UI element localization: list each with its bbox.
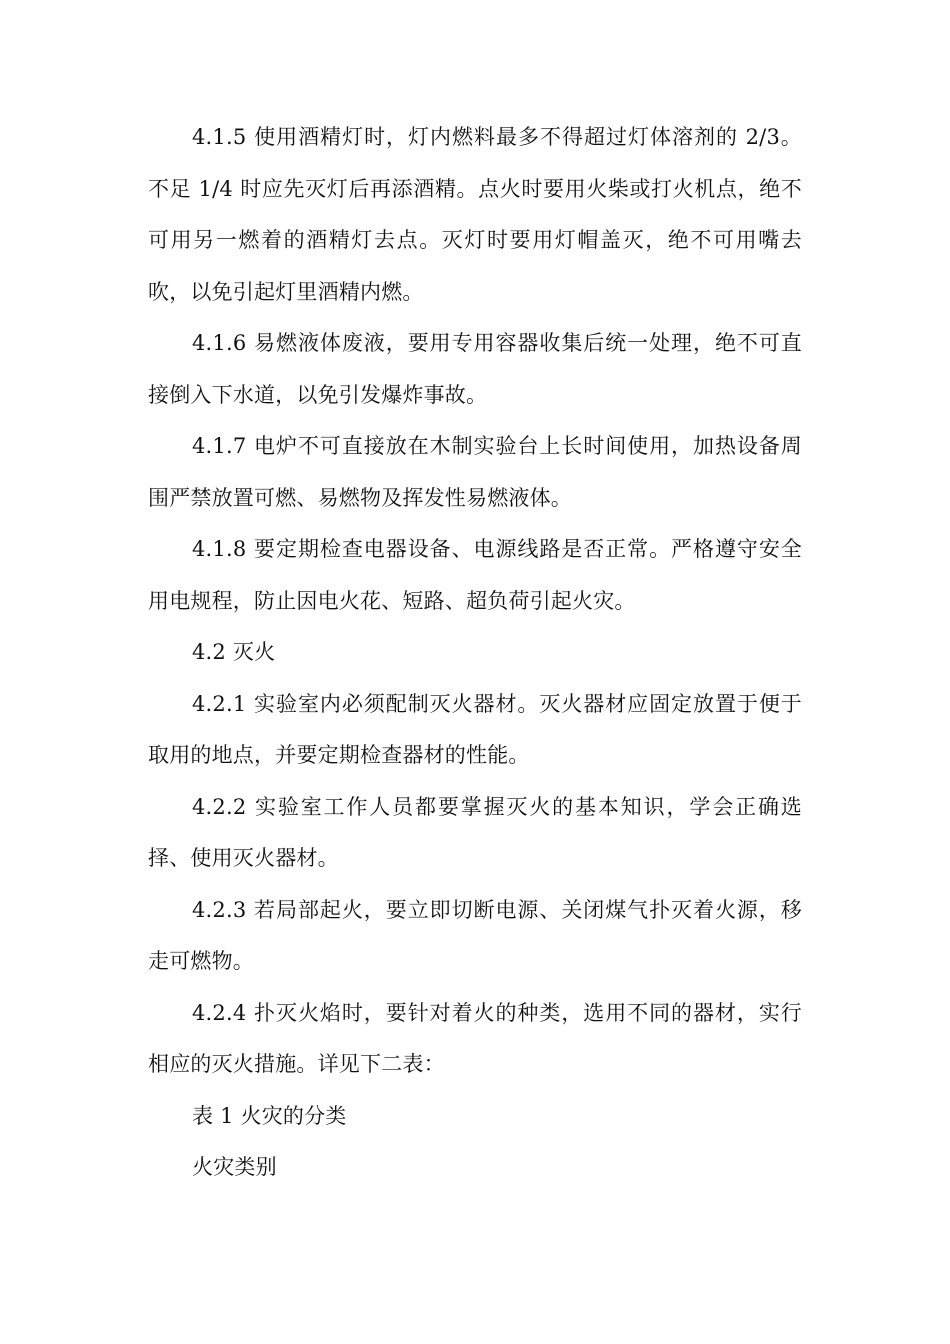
paragraph-4-1-7: 4.1.7 电炉不可直接放在木制实验台上长时间使用，加热设备周围严禁放置可燃、易燃物及挥发性易燃液体。 — [148, 434, 802, 510]
paragraph-4-2-3: 4.2.3 若局部起火，要立即切断电源、关闭煤气扑灭着火源，移走可燃物。 — [148, 897, 802, 973]
paragraph-4-1-6: 4.1.6 易燃液体废液，要用专用容器收集后统一处理，绝不可直接倒入下水道，以免引发爆炸事故。 — [148, 331, 802, 407]
paragraph-4-2-4: 4.2.4 扑灭火焰时，要针对着火的种类，选用不同的器材，实行相应的灭火措施。详见下二表： — [148, 1000, 802, 1076]
paragraph-4-1-8: 4.1.8 要定期检查电器设备、电源线路是否正常。严格遵守安全用电规程，防止因电火花、短路、超负荷引起火灾。 — [148, 537, 802, 613]
table-column-label: 火灾类别 — [192, 1155, 277, 1179]
table-caption: 表 1 火灾的分类 — [192, 1103, 347, 1128]
paragraph-4-1-5: 4.1.5 使用酒精灯时，灯内燃料最多不得超过灯体溶剂的 2/3。不足 1/4 时应先灭灯后再添酒精。点火时要用火柴或打火机点，绝不可用另一燃着的酒精灯去点。灭灯时要用灯帽盖灭，绝不可用嘴去吹，以免引起灯里酒精内燃。 — [148, 125, 802, 304]
paragraph-4-2-2: 4.2.2 实验室工作人员都要掌握灭火的基本知识，学会正确选择、使用灭火器材。 — [148, 794, 802, 870]
paragraph-4-2-1: 4.2.1 实验室内必须配制灭火器材。灭火器材应固定放置于便于取用的地点，并要定期检查器材的性能。 — [148, 691, 802, 767]
document-body — [148, 112, 802, 1194]
section-heading-4-2: 4.2 灭火 — [192, 640, 276, 664]
